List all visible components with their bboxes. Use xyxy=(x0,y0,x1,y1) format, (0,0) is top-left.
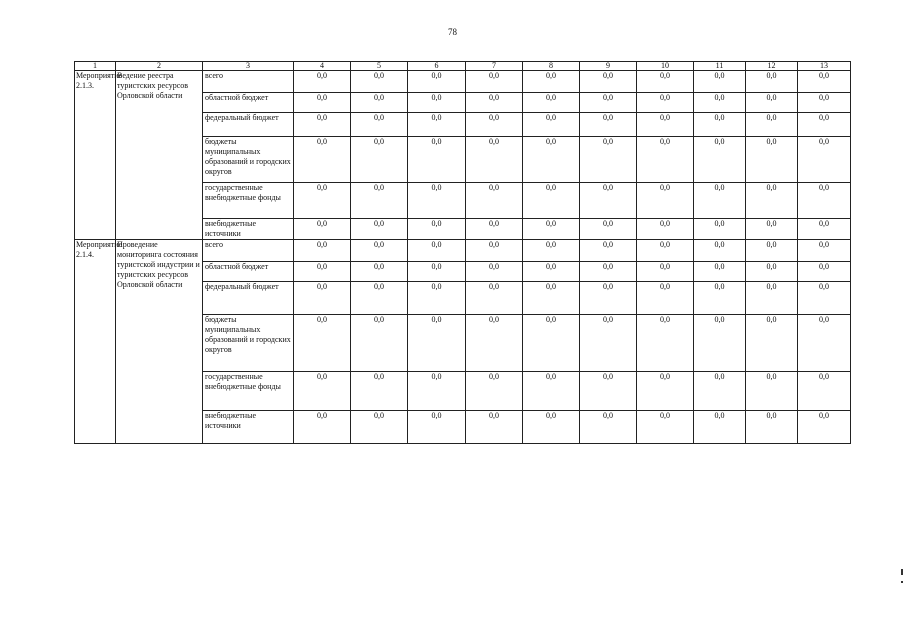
column-number: 6 xyxy=(408,62,466,71)
value-cell: 0,0 xyxy=(351,372,408,411)
value-cell: 0,0 xyxy=(798,71,851,93)
value-cell: 0,0 xyxy=(637,282,694,315)
table-body xyxy=(75,71,851,444)
value-cell: 0,0 xyxy=(746,315,798,372)
value-cell: 0,0 xyxy=(466,183,523,219)
column-number: 12 xyxy=(746,62,798,71)
funding-source: федеральный бюджет xyxy=(203,282,294,315)
value-cell: 0,0 xyxy=(294,411,351,444)
value-cell: 0,0 xyxy=(408,183,466,219)
value-cell: 0,0 xyxy=(351,71,408,93)
value-cell: 0,0 xyxy=(466,262,523,282)
activity-cell: Мероприятие 2.1.4. xyxy=(75,240,116,444)
value-cell: 0,0 xyxy=(637,219,694,240)
value-cell: 0,0 xyxy=(580,282,637,315)
value-cell: 0,0 xyxy=(408,315,466,372)
value-cell: 0,0 xyxy=(580,372,637,411)
value-cell: 0,0 xyxy=(466,71,523,93)
value-cell: 0,0 xyxy=(798,137,851,183)
value-cell: 0,0 xyxy=(523,113,580,137)
value-cell: 0,0 xyxy=(408,219,466,240)
scan-mark xyxy=(901,569,903,575)
value-cell: 0,0 xyxy=(746,137,798,183)
value-cell: 0,0 xyxy=(798,93,851,113)
value-cell: 0,0 xyxy=(694,282,746,315)
value-cell: 0,0 xyxy=(294,71,351,93)
value-cell: 0,0 xyxy=(351,113,408,137)
value-cell: 0,0 xyxy=(408,93,466,113)
value-cell: 0,0 xyxy=(408,282,466,315)
funding-source: федеральный бюджет xyxy=(203,113,294,137)
value-cell: 0,0 xyxy=(294,137,351,183)
value-cell: 0,0 xyxy=(294,372,351,411)
value-cell: 0,0 xyxy=(746,411,798,444)
value-cell: 0,0 xyxy=(694,137,746,183)
value-cell: 0,0 xyxy=(351,137,408,183)
value-cell: 0,0 xyxy=(294,93,351,113)
value-cell: 0,0 xyxy=(351,183,408,219)
value-cell: 0,0 xyxy=(637,240,694,262)
page-number: 78 xyxy=(448,27,457,37)
value-cell: 0,0 xyxy=(694,183,746,219)
value-cell: 0,0 xyxy=(694,219,746,240)
value-cell: 0,0 xyxy=(523,262,580,282)
value-cell: 0,0 xyxy=(746,183,798,219)
value-cell: 0,0 xyxy=(798,183,851,219)
value-cell: 0,0 xyxy=(523,411,580,444)
value-cell: 0,0 xyxy=(580,315,637,372)
value-cell: 0,0 xyxy=(466,282,523,315)
value-cell: 0,0 xyxy=(408,372,466,411)
value-cell: 0,0 xyxy=(798,113,851,137)
value-cell: 0,0 xyxy=(351,93,408,113)
value-cell: 0,0 xyxy=(523,372,580,411)
column-number: 13 xyxy=(798,62,851,71)
funding-source: бюджеты муниципальных образований и городских округов xyxy=(203,315,294,372)
value-cell: 0,0 xyxy=(523,240,580,262)
value-cell: 0,0 xyxy=(637,93,694,113)
funding-source: всего xyxy=(203,71,294,93)
value-cell: 0,0 xyxy=(408,411,466,444)
value-cell: 0,0 xyxy=(351,262,408,282)
value-cell: 0,0 xyxy=(294,315,351,372)
value-cell: 0,0 xyxy=(523,315,580,372)
value-cell: 0,0 xyxy=(637,315,694,372)
value-cell: 0,0 xyxy=(351,240,408,262)
value-cell: 0,0 xyxy=(408,240,466,262)
value-cell: 0,0 xyxy=(580,93,637,113)
value-cell: 0,0 xyxy=(694,372,746,411)
column-number: 7 xyxy=(466,62,523,71)
value-cell: 0,0 xyxy=(580,219,637,240)
value-cell: 0,0 xyxy=(746,113,798,137)
value-cell: 0,0 xyxy=(294,262,351,282)
column-number: 11 xyxy=(694,62,746,71)
value-cell: 0,0 xyxy=(798,282,851,315)
table-row xyxy=(75,240,851,262)
value-cell: 0,0 xyxy=(798,372,851,411)
funding-source: внебюджетные источники xyxy=(203,411,294,444)
value-cell: 0,0 xyxy=(294,282,351,315)
value-cell: 0,0 xyxy=(798,240,851,262)
value-cell: 0,0 xyxy=(294,219,351,240)
value-cell: 0,0 xyxy=(694,240,746,262)
value-cell: 0,0 xyxy=(637,137,694,183)
value-cell: 0,0 xyxy=(798,315,851,372)
funding-source: областной бюджет xyxy=(203,93,294,113)
column-number-row xyxy=(75,62,851,71)
column-number: 8 xyxy=(523,62,580,71)
value-cell: 0,0 xyxy=(466,411,523,444)
funding-source: всего xyxy=(203,240,294,262)
value-cell: 0,0 xyxy=(466,93,523,113)
value-cell: 0,0 xyxy=(580,240,637,262)
value-cell: 0,0 xyxy=(580,183,637,219)
column-number: 10 xyxy=(637,62,694,71)
value-cell: 0,0 xyxy=(294,113,351,137)
value-cell: 0,0 xyxy=(637,262,694,282)
funding-source: бюджеты муниципальных образований и городских округов xyxy=(203,137,294,183)
value-cell: 0,0 xyxy=(746,372,798,411)
scan-mark xyxy=(901,581,903,583)
value-cell: 0,0 xyxy=(798,219,851,240)
value-cell: 0,0 xyxy=(580,411,637,444)
value-cell: 0,0 xyxy=(408,262,466,282)
value-cell: 0,0 xyxy=(466,372,523,411)
funding-source: областной бюджет xyxy=(203,262,294,282)
value-cell: 0,0 xyxy=(523,137,580,183)
value-cell: 0,0 xyxy=(580,71,637,93)
value-cell: 0,0 xyxy=(466,137,523,183)
table-row xyxy=(75,71,851,93)
activity-cell: Мероприятие 2.1.3. xyxy=(75,71,116,240)
value-cell: 0,0 xyxy=(408,71,466,93)
value-cell: 0,0 xyxy=(637,113,694,137)
value-cell: 0,0 xyxy=(580,113,637,137)
column-number: 4 xyxy=(294,62,351,71)
value-cell: 0,0 xyxy=(694,71,746,93)
value-cell: 0,0 xyxy=(408,137,466,183)
value-cell: 0,0 xyxy=(580,137,637,183)
value-cell: 0,0 xyxy=(466,240,523,262)
column-number: 3 xyxy=(203,62,294,71)
value-cell: 0,0 xyxy=(523,219,580,240)
column-number: 5 xyxy=(351,62,408,71)
column-number: 9 xyxy=(580,62,637,71)
column-number: 1 xyxy=(75,62,116,71)
value-cell: 0,0 xyxy=(746,282,798,315)
value-cell: 0,0 xyxy=(523,183,580,219)
activity-description: Проведение мониторинга состояния туристской индустрии и туристских ресурсов Орловской области xyxy=(116,240,203,444)
value-cell: 0,0 xyxy=(351,315,408,372)
value-cell: 0,0 xyxy=(466,219,523,240)
value-cell: 0,0 xyxy=(798,262,851,282)
value-cell: 0,0 xyxy=(694,93,746,113)
value-cell: 0,0 xyxy=(523,71,580,93)
value-cell: 0,0 xyxy=(351,219,408,240)
value-cell: 0,0 xyxy=(351,282,408,315)
value-cell: 0,0 xyxy=(294,240,351,262)
value-cell: 0,0 xyxy=(694,411,746,444)
value-cell: 0,0 xyxy=(466,315,523,372)
value-cell: 0,0 xyxy=(746,71,798,93)
value-cell: 0,0 xyxy=(746,93,798,113)
value-cell: 0,0 xyxy=(637,183,694,219)
value-cell: 0,0 xyxy=(637,411,694,444)
value-cell: 0,0 xyxy=(637,372,694,411)
value-cell: 0,0 xyxy=(746,262,798,282)
value-cell: 0,0 xyxy=(694,315,746,372)
funding-source: государственные внебюджетные фонды xyxy=(203,372,294,411)
value-cell: 0,0 xyxy=(798,411,851,444)
funding-source: внебюджетные источники xyxy=(203,219,294,240)
funding-source: государственные внебюджетные фонды xyxy=(203,183,294,219)
value-cell: 0,0 xyxy=(746,240,798,262)
value-cell: 0,0 xyxy=(466,113,523,137)
activity-description: Ведение реестра туристских ресурсов Орловской области xyxy=(116,71,203,240)
value-cell: 0,0 xyxy=(694,113,746,137)
value-cell: 0,0 xyxy=(637,71,694,93)
value-cell: 0,0 xyxy=(408,113,466,137)
value-cell: 0,0 xyxy=(746,219,798,240)
value-cell: 0,0 xyxy=(694,262,746,282)
column-number: 2 xyxy=(116,62,203,71)
value-cell: 0,0 xyxy=(523,93,580,113)
value-cell: 0,0 xyxy=(523,282,580,315)
value-cell: 0,0 xyxy=(294,183,351,219)
value-cell: 0,0 xyxy=(580,262,637,282)
value-cell: 0,0 xyxy=(351,411,408,444)
budget-table xyxy=(74,61,851,444)
